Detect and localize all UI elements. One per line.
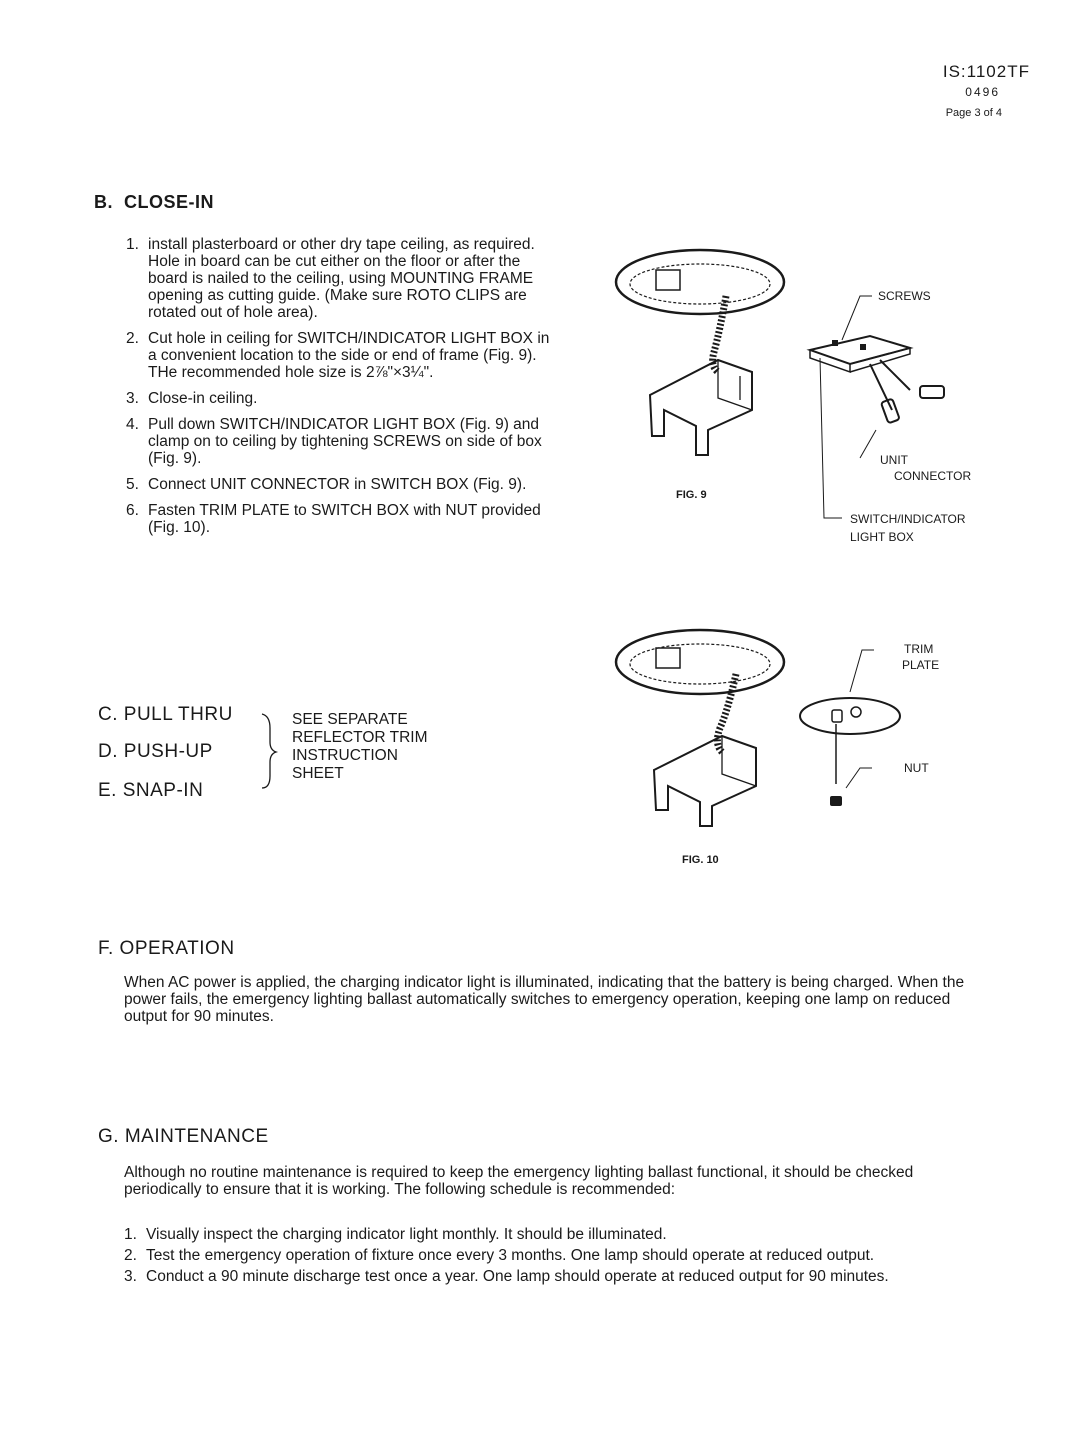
label-light-box: LIGHT BOX xyxy=(850,530,914,544)
switch-box-icon xyxy=(654,736,756,826)
ceiling-ring-icon xyxy=(616,630,784,694)
label-screws: SCREWS xyxy=(878,289,931,303)
label-connector: CONNECTOR xyxy=(894,469,972,483)
method-pull-thru: C. PULL THRU xyxy=(98,704,233,725)
method-snap-in: E. SNAP-IN xyxy=(98,780,204,801)
date-code: 0496 xyxy=(965,85,1000,99)
list-item: 4. Pull down SWITCH/INDICATOR LIGHT BOX (Fig. 9) and clamp on to ceiling by tightening SCREWS on side of box (Fig. 9). xyxy=(126,416,542,467)
switch-box-icon xyxy=(650,360,752,455)
label-unit: UNIT xyxy=(880,453,908,467)
list-item: 1. install plasterboard or other dry tape ceiling, as required. Hole in board can be cut either on the floor or after the board is nailed to the ceiling, using MOUNTING FRAME opening as cutting guide. (Make sure ROTO CLIPS are rotated out of hole area). xyxy=(126,236,535,321)
list-item: 2. Cut hole in ceiling for SWITCH/INDICATOR LIGHT BOX in a convenient location to the side or end of frame (Fig. 9). THe recommended hole size is 2⅞"×3¼". xyxy=(126,330,550,381)
list-item: 3. Close-in ceiling. xyxy=(126,390,258,407)
label-nut: NUT xyxy=(904,761,929,775)
close-in-steps xyxy=(126,236,558,545)
fig10-caption: FIG. 10 xyxy=(682,854,719,866)
see-separate-note: SEE SEPARATE REFLECTOR TRIM INSTRUCTION SHEET xyxy=(292,711,428,782)
brace-icon xyxy=(258,710,280,790)
list-item: 6. Fasten TRIM PLATE to SWITCH BOX with NUT provided (Fig. 10). xyxy=(126,502,541,536)
section-operation-title: F. OPERATION xyxy=(98,938,235,959)
ceiling-ring-icon xyxy=(616,250,784,314)
unit-connector-icon xyxy=(870,360,944,423)
label-trim: TRIM xyxy=(904,642,934,656)
list-item: 2. Test the emergency operation of fixture once every 3 months. One lamp should operate at reduced output. xyxy=(124,1247,875,1264)
list-item: 5. Connect UNIT CONNECTOR in SWITCH BOX (Fig. 9). xyxy=(126,476,527,493)
maintenance-steps xyxy=(124,1226,984,1289)
fig10-illustration xyxy=(610,620,1010,840)
label-plate: PLATE xyxy=(902,658,940,672)
fig9-caption: FIG. 9 xyxy=(676,489,707,501)
label-switch-indicator: SWITCH/INDICATOR xyxy=(850,512,966,526)
list-item: 3. Conduct a 90 minute discharge test once a year. One lamp should operate at reduced output for 90 minutes. xyxy=(124,1268,889,1285)
list-item: 1. Visually inspect the charging indicator light monthly. It should be illuminated. xyxy=(124,1226,667,1243)
method-push-up: D. PUSH-UP xyxy=(98,741,213,762)
operation-text: When AC power is applied, the charging indicator light is illuminated, indicating that the battery is being charged. When the power fails, the emergency lighting ballast automatically switches to emergency operation, keeping one lamp on reduced output for 90 minutes. xyxy=(124,974,965,1025)
switch-plate-icon xyxy=(810,336,910,372)
trim-plate-icon xyxy=(800,698,900,734)
maintenance-intro: Although no routine maintenance is required to keep the emergency lighting ballast functional, it should be checked periodically to ensure that it is working. The following schedule is recommended: xyxy=(124,1164,914,1198)
section-maintenance-title: G. MAINTENANCE xyxy=(98,1126,269,1147)
section-close-in-title: B. CLOSE-IN xyxy=(94,192,215,212)
document-id: IS:1102TF xyxy=(942,62,1030,81)
page-number: Page 3 of 4 xyxy=(945,107,1002,119)
nut-icon xyxy=(830,796,842,806)
